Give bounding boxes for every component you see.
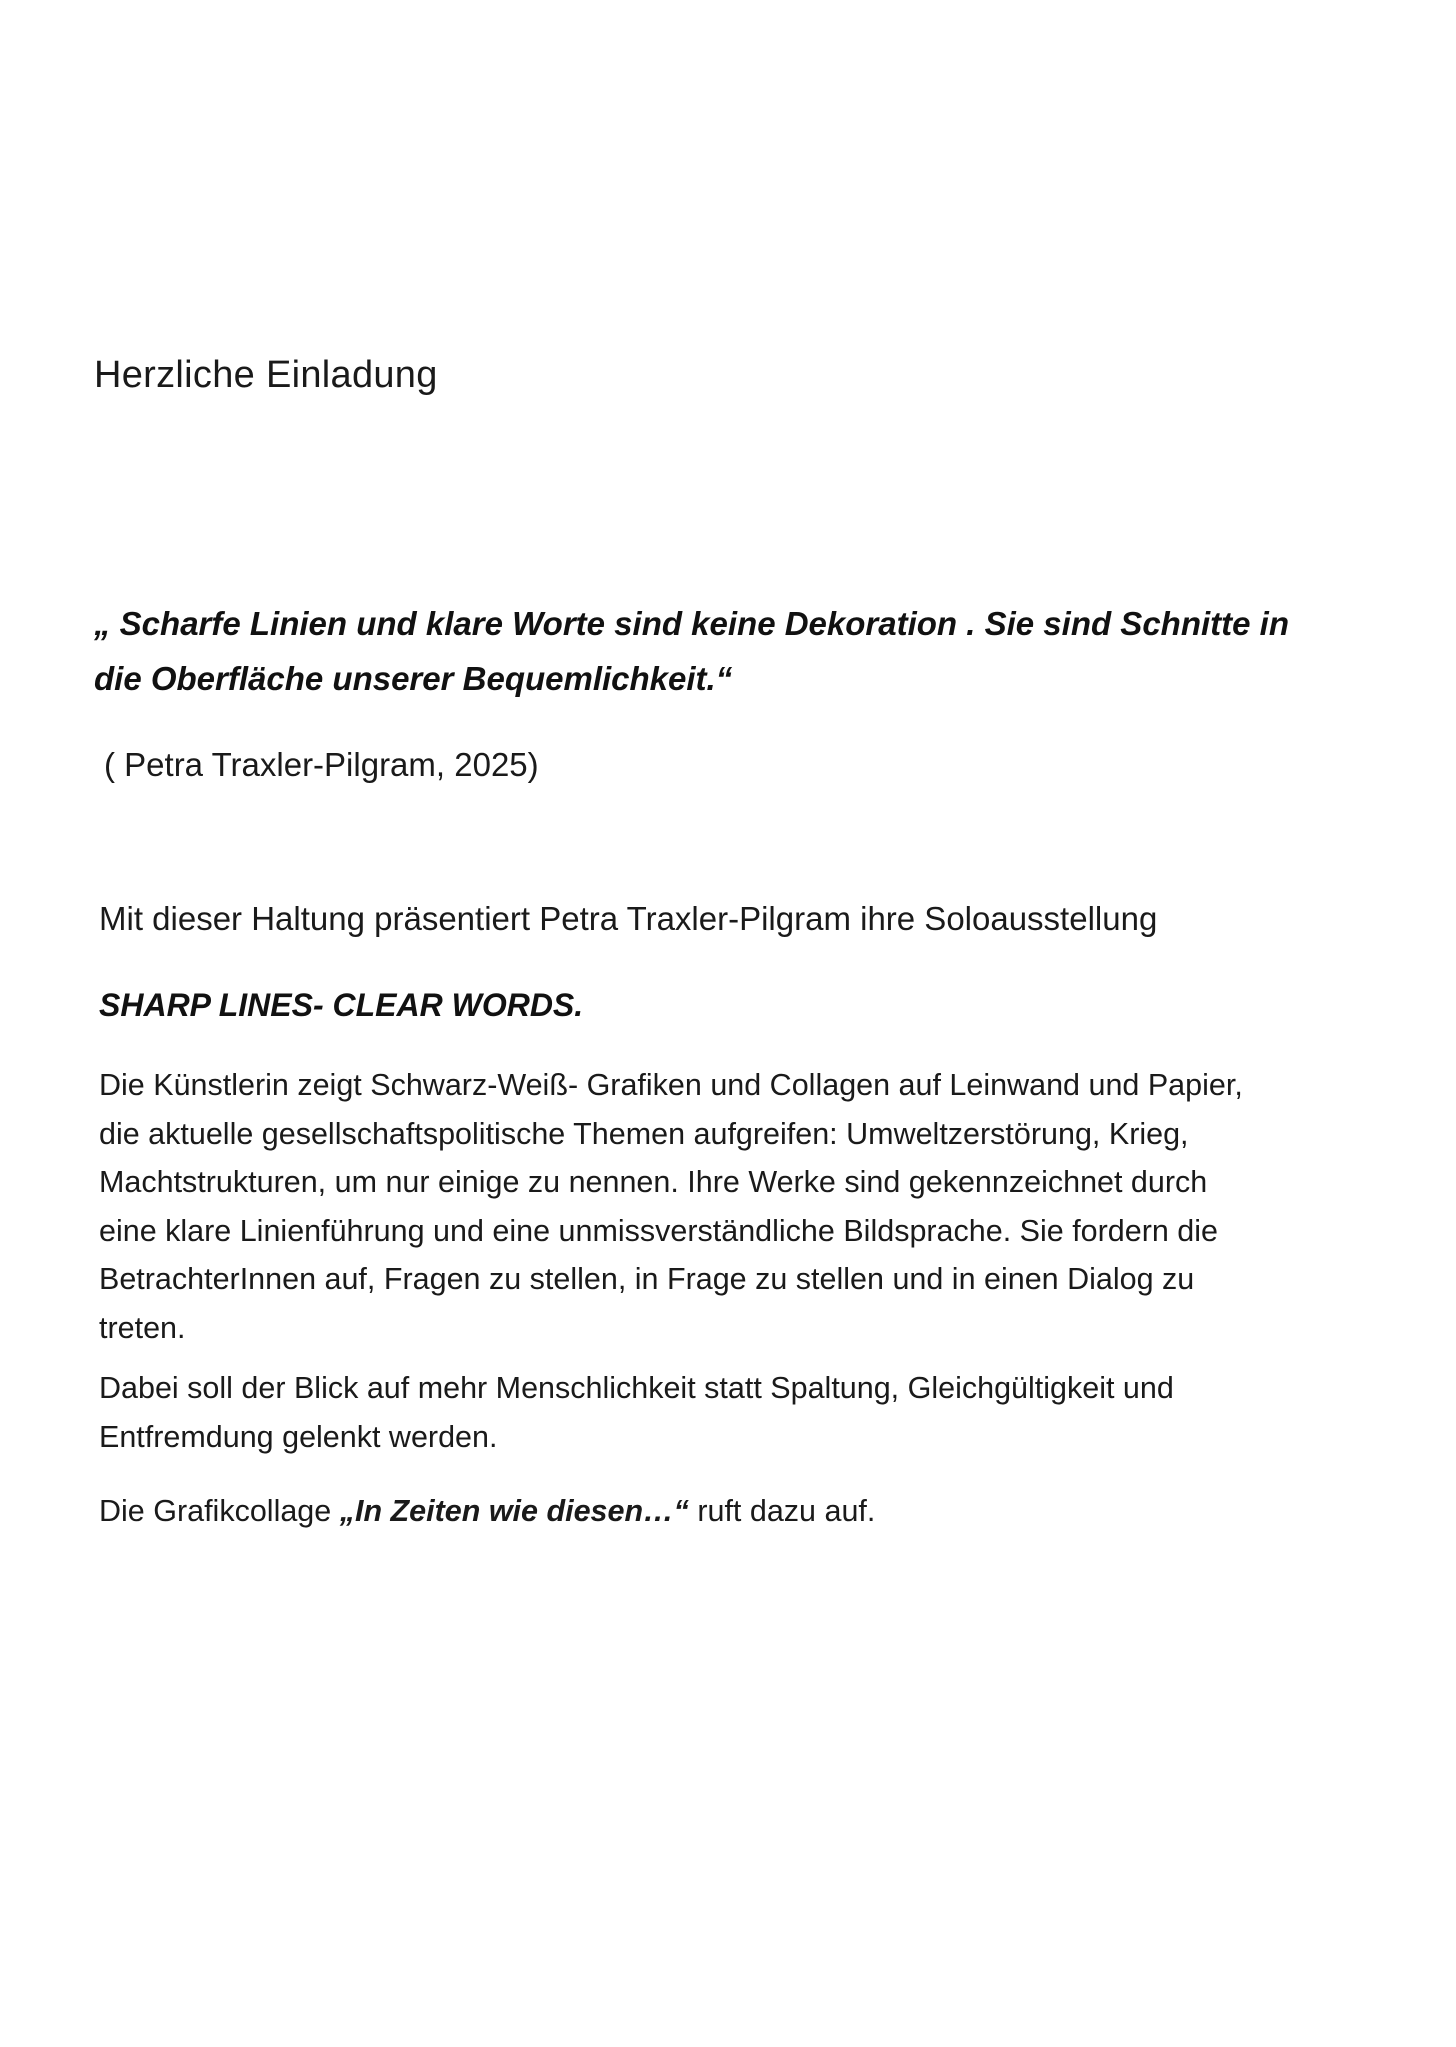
paragraph-line: Entfremdung gelenkt werden. (99, 1419, 498, 1454)
paragraph-line: BetrachterInnen auf, Fragen zu stellen, in Frage zu stellen und in einen Dialog zu (99, 1262, 1195, 1297)
artwork-suffix: ruft dazu auf. (688, 1494, 876, 1528)
quote (94, 596, 1384, 706)
page-heading: Herzliche Einladung (94, 354, 438, 396)
paragraph-line: Dabei soll der Blick auf mehr Menschlichkeit statt Spaltung, Gleichgültigkeit und (99, 1371, 1174, 1405)
paragraph-line: Die Künstlerin zeigt Schwarz-Weiß- Grafiken und Collagen auf Leinwand und Papier, (99, 1068, 1243, 1102)
quote-line: die Oberfläche unserer Bequemlichkeit.“ (94, 660, 733, 697)
paragraph-line: treten. (99, 1310, 186, 1345)
artwork-paragraph (99, 1487, 1369, 1536)
paragraph-line: Machtstrukturen, um nur einige zu nennen. Ihre Werke sind gekennzeichnet durch (99, 1165, 1208, 1200)
intro-text: Mit dieser Haltung präsentiert Petra Traxler-Pilgram ihre Soloausstellung (99, 900, 1158, 937)
quote-line: „ Scharfe Linien und klare Worte sind keine Dekoration . Sie sind Schnitte in (94, 605, 1289, 642)
artwork-prefix: Die Grafikcollage (99, 1494, 340, 1528)
paragraph-line (99, 1487, 1369, 1536)
paragraph-line: die aktuelle gesellschaftspolitische Themen aufgreifen: Umweltzerstörung, Krieg, (99, 1116, 1189, 1151)
humanity-paragraph (99, 1364, 1369, 1461)
exhibition-title: SHARP LINES- CLEAR WORDS. (99, 987, 584, 1023)
artwork-title: „In Zeiten wie diesen…“ (339, 1494, 689, 1528)
quote-attribution: ( Petra Traxler-Pilgram, 2025) (104, 746, 539, 783)
description-paragraph (99, 1061, 1369, 1353)
paragraph-line: eine klare Linienführung und eine unmissverständliche Bildsprache. Sie fordern die (99, 1213, 1219, 1248)
